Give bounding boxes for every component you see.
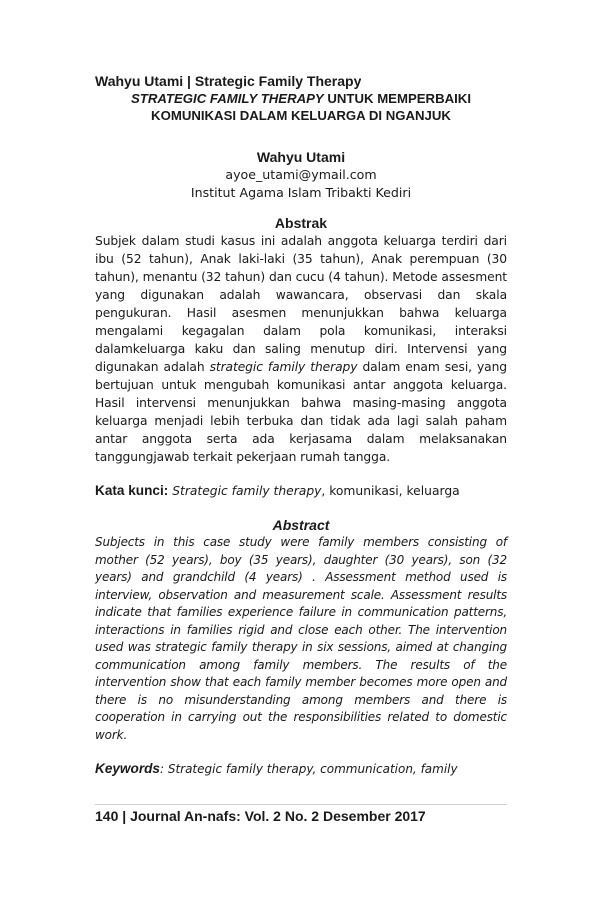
keywords-rest: : Strategic family therapy, communication, family: [159, 762, 458, 776]
title-line-2: KOMUNIKASI DALAM KELUARGA DI NGANJUK: [151, 108, 451, 123]
footer-separator: |: [118, 808, 131, 824]
footer-divider: [95, 804, 507, 805]
footer-page-number: 140: [95, 808, 119, 824]
kata-kunci-rest: , komunikasi, keluarga: [321, 484, 460, 498]
title-line-1: [95, 90, 507, 107]
running-header: Wahyu Utami | Strategic Family Therapy: [95, 73, 362, 89]
abstrak-heading: Abstrak: [274, 215, 328, 231]
kata-kunci-italic-term: Strategic family therapy: [168, 484, 322, 498]
paper-page: [95, 72, 507, 778]
author-affiliation: Institut Agama Islam Tribakti Kediri: [190, 185, 412, 200]
abstrak-text-part-1: Subjek dalam studi kasus ini adalah anggota keluarga terdiri dari ibu (52 tahun), Anak laki-laki (35 tahun), Anak perempuan (30 tahun), menantu (32 tahun) dan cucu (4 tahun). Metode assesment yang digunakan adalah wawancara, observasi dan skala pengukuran. Hasil asesmen menunjukkan bahwa keluarga mengalami kegagalan dalam pola komunikasi, interaksi dalamkeluarga kaku dan saling menutup diri. Intervensi yang digunakan adalah: [95, 234, 507, 374]
author-name: Wahyu Utami: [256, 149, 346, 165]
page-footer: [95, 807, 426, 825]
footer-journal: Journal An-nafs: Vol. 2 No. 2 Desember 2017: [130, 808, 426, 824]
abstrak-body: [95, 232, 507, 466]
kata-kunci-label: Kata kunci:: [95, 483, 169, 498]
kata-kunci: [95, 482, 507, 500]
author-block: [95, 148, 507, 202]
abstrak-text-part-2: dalam enam sesi, yang bertujuan untuk mengubah komunikasi antar anggota keluarga. Hasil intervensi menunjukkan bahwa masing-masing anggota keluarga menjadi lebih terbuka dan tidak ada lagi salah paham antar anggota serta ada kerjasama dalam melaksanakan tanggungjawab terkait pekerjaan rumah tangga.: [95, 360, 507, 464]
article-title: [95, 90, 507, 124]
author-email: ayoe_utami@ymail.com: [225, 167, 377, 182]
keywords: [95, 760, 507, 778]
abstract-heading: Abstract: [272, 517, 330, 533]
abstract-body: Subjects in this case study were family members consisting of mother (52 years), boy (35 years), daughter (30 years), son (32 years) and grandchild (4 years) . Assessment method used is interview, observation and measurement scale. Assessment results indicate that families experience failure in communication patterns, interactions in families rigid and close each other. The intervention used was strategic family therapy in six sessions, aimed at changing communication among family members. The results of the intervention show that each family member becomes more open and there is no misunderstanding among members and there is cooperation in carrying out the responsibilities related to domestic work.: [95, 535, 507, 742]
keywords-label: Keywords: [95, 761, 160, 776]
title-italic-part: STRATEGIC FAMILY THERAPY: [131, 91, 324, 106]
abstrak-italic-term: strategic family therapy: [209, 360, 358, 374]
title-line-1-rest: UNTUK MEMPERBAIKI: [323, 91, 471, 106]
